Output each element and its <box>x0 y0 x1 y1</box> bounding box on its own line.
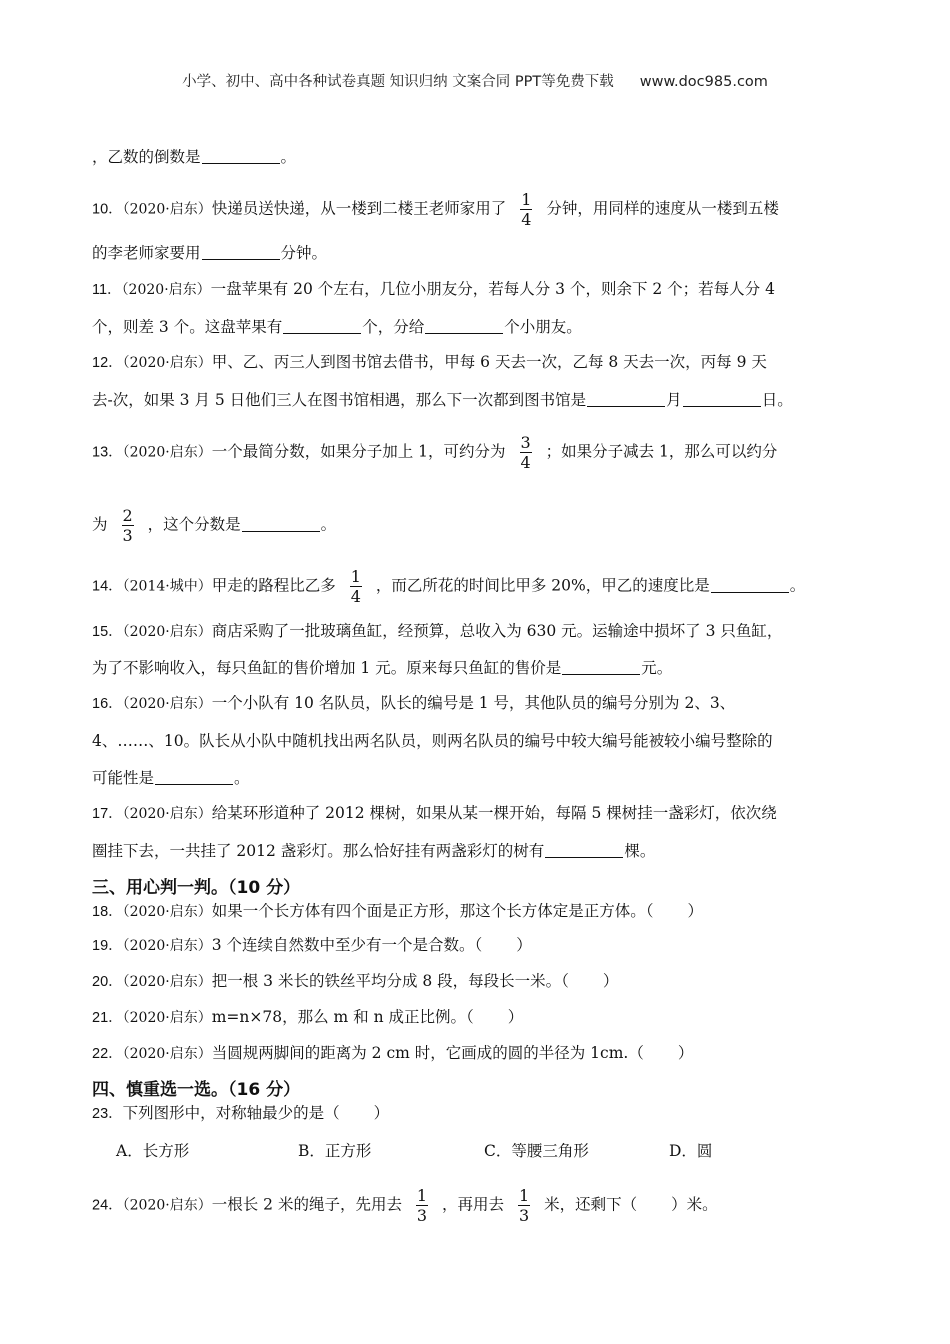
q16-text-b: 4、……、10。队长从小队中随机找出两名队员，则两名队员的编号中较大编号能被较小编号整除的 <box>92 732 773 750</box>
q24-text-b: ，再用去 <box>442 1195 505 1214</box>
q9-end: 。 <box>280 148 297 166</box>
q15-text-a: 商店采购了一批玻璃鱼缸，经预算，总收入为 630 元。运输途中损坏了 3 只鱼缸， <box>211 622 783 640</box>
question-source: （2014·城中） <box>122 578 212 595</box>
q11-text-b: 个，则差 3 个。这盘苹果有 <box>92 318 283 336</box>
question-source: （2020·启东） <box>121 282 211 298</box>
denominator: 4 <box>350 587 361 606</box>
q24-line <box>92 1186 862 1225</box>
fraction <box>517 1186 531 1225</box>
header-url[interactable]: www.doc985.com <box>639 74 768 90</box>
q16-text-c: 可能性是 <box>92 769 155 787</box>
q24-text-d: ）米。 <box>671 1195 718 1214</box>
paren-close: ） <box>516 936 532 954</box>
question-source: （2020·启东） <box>122 904 212 920</box>
q11-text-c: 个，分给 <box>362 318 425 336</box>
q13-text-a: 一个最简分数，如果分子加上 1，可约分为 <box>211 442 506 461</box>
q11-text-a: 一盘苹果有 20 个左右，几位小朋友分，若每人分 3 个，则余下 2 个；若每人分 4 <box>210 280 775 298</box>
question-number: 18． <box>92 904 123 920</box>
paren-close: ） <box>677 1044 694 1062</box>
question-number: 21． <box>92 1010 123 1026</box>
question-number: 13． <box>92 444 123 461</box>
paren-close: ） <box>602 972 619 990</box>
numerator: 2 <box>122 506 133 525</box>
judge-text: 当圆规两脚间的距离为 2 cm 时，它画成的圆的半径为 1cm.（ <box>211 1044 644 1062</box>
paren-close: ） <box>687 902 704 920</box>
question-source: （2020·启东） <box>122 974 212 990</box>
q15-line2 <box>92 657 862 679</box>
question-source: （2020·启东） <box>122 1010 212 1026</box>
q9-tail <box>92 146 862 168</box>
answer-blank[interactable] <box>683 390 761 407</box>
q10-line2 <box>92 242 862 264</box>
q17-line2 <box>92 840 862 862</box>
answer-blank[interactable] <box>155 768 233 785</box>
q9-text: ，乙数的倒数是 <box>92 148 201 166</box>
denominator: 3 <box>416 1206 428 1225</box>
option-b[interactable]: B．正方形 <box>298 1142 372 1160</box>
denominator: 3 <box>122 526 133 545</box>
q10-line1 <box>92 190 862 229</box>
q14-text-b: ，而乙所花的时间比甲多 20%，甲乙的速度比是 <box>375 576 710 595</box>
numerator: 1 <box>521 190 532 209</box>
answer-blank[interactable] <box>202 147 280 164</box>
q13-text-e: 。 <box>320 515 337 534</box>
q16-line3 <box>92 767 862 789</box>
answer-blank[interactable] <box>711 576 789 593</box>
denominator: 3 <box>518 1206 530 1225</box>
question-number: 11． <box>92 282 122 298</box>
denominator: 4 <box>521 210 532 229</box>
numerator: 3 <box>520 433 531 452</box>
header-text: 小学、初中、高中各种试卷真题 知识归纳 文案合同 PPT等免费下载 <box>182 74 614 90</box>
answer-blank[interactable] <box>545 841 623 858</box>
question-source: （2020·启东） <box>122 355 212 371</box>
question-number: 10． <box>92 201 123 218</box>
q12-line1 <box>92 351 862 374</box>
denominator: 4 <box>520 453 531 472</box>
q10-text-c: 的李老师家要用 <box>92 244 201 262</box>
fraction <box>518 433 532 472</box>
question-number: 20． <box>92 974 123 990</box>
question-number: 19． <box>92 938 123 954</box>
numerator: 1 <box>518 1186 530 1205</box>
q16-line2 <box>92 730 862 752</box>
paren-close: ） <box>507 1008 524 1026</box>
q13-text-c: 为 <box>92 515 108 534</box>
q13-line2 <box>92 506 862 545</box>
judge-text: 如果一个长方体有四个面是正方形，那这个长方体定是正方体。（ <box>211 902 654 920</box>
q12-text-b: 去-次，如果 3 月 5 日他们三人在图书馆相遇，那么下一次都到图书馆是 <box>92 391 587 409</box>
judge-text: 3 个连续自然数中至少有一个是合数。（ <box>211 936 483 954</box>
q17-text-a: 给某环形道种了 2012 棵树，如果从某一棵开始，每隔 5 棵树挂一盏彩灯，依次绕 <box>211 804 777 822</box>
option-c[interactable]: C．等腰三角形 <box>484 1142 589 1160</box>
judge-text: m=n×78，那么 m 和 n 成正比例。（ <box>211 1008 474 1026</box>
option-a[interactable]: A．长方形 <box>116 1142 190 1160</box>
question-source: （2020·启东） <box>122 444 212 461</box>
q16-text-d: 。 <box>234 769 250 787</box>
question-number: 22． <box>92 1046 123 1062</box>
fraction <box>415 1186 429 1225</box>
q15-text-b: 为了不影响收入，每只鱼缸的售价增加 1 元。原来每只鱼缸的售价是 <box>92 659 562 677</box>
q10-text-d: 分钟。 <box>280 244 328 262</box>
judge-item-18 <box>92 900 862 923</box>
q11-line1 <box>92 278 862 301</box>
q12-line2 <box>92 389 862 411</box>
answer-blank[interactable] <box>587 390 665 407</box>
q16-text-a: 一个小队有 10 名队员，队长的编号是 1 号，其他队员的编号分别为 2、3、 <box>211 694 736 712</box>
q13-text-b: ；如果分子减去 1，那么可以约分 <box>545 442 778 461</box>
judge-item-21 <box>92 1006 862 1029</box>
answer-blank[interactable] <box>425 317 503 334</box>
q15-text-c: 元。 <box>641 659 673 677</box>
q17-line1 <box>92 802 862 825</box>
fraction <box>120 506 134 545</box>
q15-line1 <box>92 620 862 643</box>
question-number: 12． <box>92 355 123 371</box>
q17-text-c: 棵。 <box>624 842 656 860</box>
question-number: 24． <box>92 1197 123 1214</box>
answer-blank[interactable] <box>202 243 280 260</box>
q24-text-a: 一根长 2 米的绳子，先用去 <box>211 1195 402 1214</box>
q10-text-b: 分钟，用同样的速度从一楼到五楼 <box>546 199 779 218</box>
q10-text-a: 快递员送快递，从一楼到二楼王老师家用了 <box>211 199 507 218</box>
fraction <box>519 190 533 229</box>
page-header <box>0 70 950 91</box>
q11-text-d: 个小朋友。 <box>504 318 582 336</box>
question-source: （2020·启东） <box>122 696 212 712</box>
fraction <box>349 567 363 606</box>
q17-text-b: 圈挂下去，一共挂了 2012 盏彩灯。那么恰好挂有两盏彩灯的树有 <box>92 842 545 860</box>
q14-text-a: 甲走的路程比乙多 <box>211 576 336 595</box>
judge-item-19 <box>92 934 862 957</box>
q14-text-c: 。 <box>789 576 806 595</box>
q12-text-c: 月 <box>666 391 682 409</box>
section-heading-judge: 三、用心判一判。（10 分） <box>92 878 301 898</box>
section-heading-choice: 四、慎重选一选。（16 分） <box>92 1080 301 1100</box>
question-source: （2020·启东） <box>122 938 212 954</box>
question-source: （2020·启东） <box>122 806 212 822</box>
paren-close: ） <box>373 1104 390 1122</box>
answer-blank[interactable] <box>283 317 361 334</box>
question-source: （2020·启东） <box>122 1197 212 1214</box>
q13-text-d: ，这个分数是 <box>147 515 241 534</box>
q16-line1 <box>92 692 862 715</box>
q23-line <box>92 1102 862 1125</box>
question-source: （2020·启东） <box>122 201 212 218</box>
q14-line <box>92 567 862 606</box>
question-number: 17． <box>92 806 123 822</box>
option-d[interactable]: D．圆 <box>669 1142 713 1160</box>
judge-item-20 <box>92 970 862 993</box>
q12-text-d: 日。 <box>761 391 793 409</box>
question-source: （2020·启东） <box>122 1046 212 1062</box>
q12-text-a: 甲、乙、丙三人到图书馆去借书，甲每 6 天去一次，乙每 8 天去一次，丙每 9 天 <box>211 353 767 371</box>
judge-item-22 <box>92 1042 862 1065</box>
q24-text-c: 米，还剩下（ <box>544 1195 638 1214</box>
q11-line2 <box>92 316 862 338</box>
numerator: 1 <box>350 567 361 586</box>
answer-blank[interactable] <box>242 515 320 532</box>
q13-line1 <box>92 433 862 472</box>
question-number: 16． <box>92 696 123 712</box>
question-number: 23． <box>92 1106 123 1122</box>
numerator: 1 <box>416 1186 428 1205</box>
answer-blank[interactable] <box>562 658 640 675</box>
question-source: （2020·启东） <box>122 624 212 640</box>
judge-text: 把一根 3 米长的铁丝平均分成 8 段，每段长一米。（ <box>211 972 569 990</box>
question-number: 15． <box>92 624 123 640</box>
question-number: 14． <box>92 578 123 595</box>
q23-text: 下列图形中，对称轴最少的是（ <box>122 1104 340 1122</box>
